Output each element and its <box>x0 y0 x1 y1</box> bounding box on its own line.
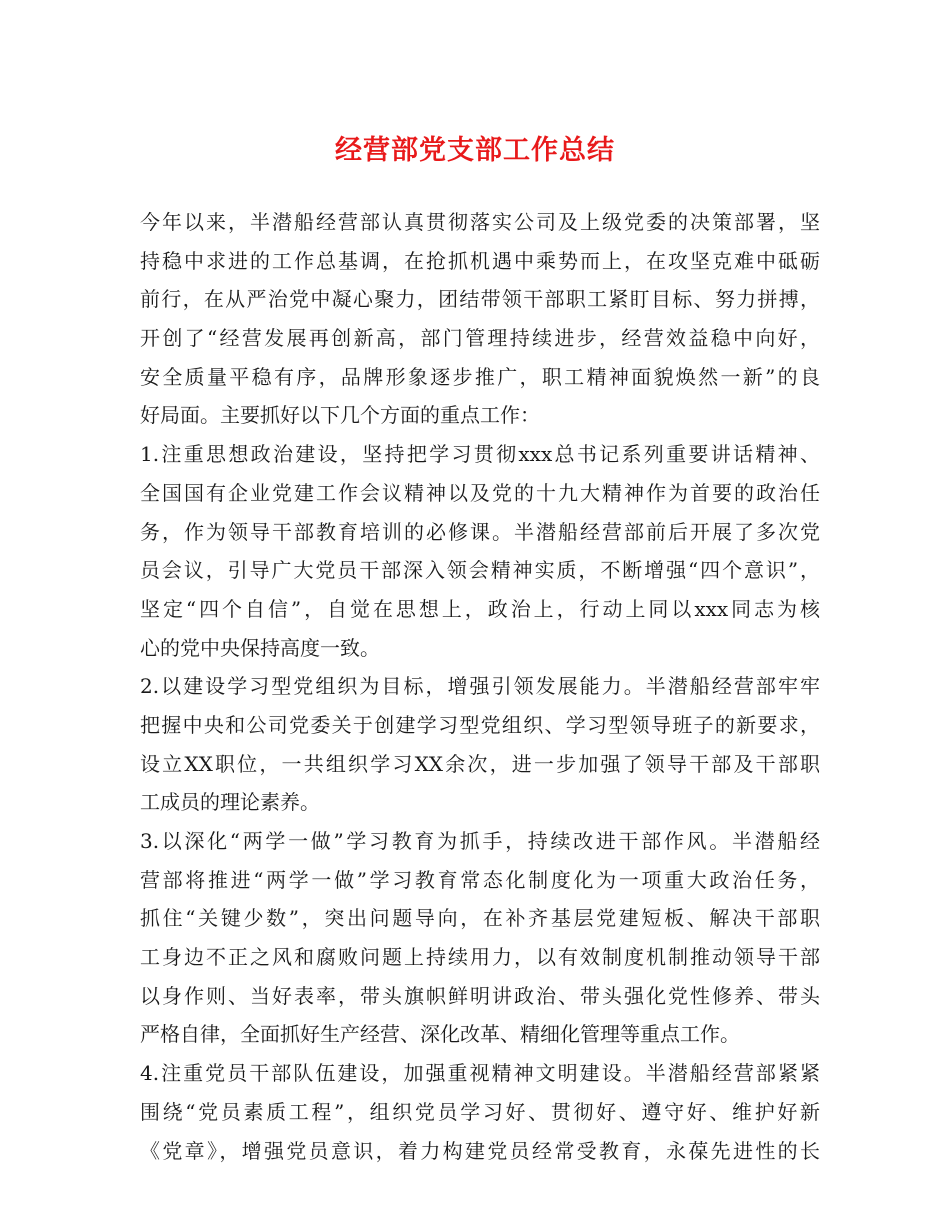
body-line: 工成员的理论素养。 <box>140 790 320 815</box>
body-line: 员会议，引导广大党员干部深入领会精神实质，不断增强“四个意识”， <box>140 558 820 583</box>
body-line: 围绕“党员素质工程”，组织党员学习好、贯彻好、遵守好、维护好新 <box>140 1099 820 1124</box>
body-line: 3.以深化“两学一做”学习教育为抓手，持续改进干部作风。半潜船经 <box>140 829 820 853</box>
body-line: 把握中央和公司党委关于创建学习型党组织、学习型领导班子的新要求， <box>140 712 820 737</box>
body-line: 以身作则、当好表率，带头旗帜鲜明讲政治、带头强化党性修养、带头 <box>140 983 820 1008</box>
body-line: 《党章》，增强党员意识，着力构建党员经常受教育，永葆先进性的长 <box>140 1138 820 1163</box>
body-line: 1.注重思想政治建设，坚持把学习贯彻xxx总书记系列重要讲话精神、 <box>140 442 820 467</box>
body-line: 营部将推进“两学一做”学习教育常态化制度化为一项重大政治任务， <box>140 867 820 892</box>
body-line: 好局面。主要抓好以下几个方面的重点工作： <box>140 403 540 428</box>
body-line: 全国国有企业党建工作会议精神以及党的十九大精神作为首要的政治任 <box>140 480 820 505</box>
body-line: 严格自律，全面抓好生产经营、深化改革、精细化管理等重点工作。 <box>140 1022 740 1047</box>
body-line: 2.以建设学习型党组织为目标，增强引领发展能力。半潜船经营部牢牢 <box>140 674 820 699</box>
body-line: 安全质量平稳有序，品牌形象逐步推广，职工精神面貌焕然一新”的良 <box>140 364 820 389</box>
document-body <box>140 203 820 1170</box>
document-title: 经营部党支部工作总结 <box>335 135 615 166</box>
body-line: 设立XX职位，一共组织学习XX余次，进一步加强了领导干部及干部职 <box>140 751 820 776</box>
body-line: 抓住“关键少数”，突出问题导向，在补齐基层党建短板、解决干部职 <box>140 906 820 931</box>
body-line: 4.注重党员干部队伍建设，加强重视精神文明建设。半潜船经营部紧紧 <box>140 1061 820 1086</box>
body-line: 前行，在从严治党中凝心聚力，团结带领干部职工紧盯目标、努力拼搏， <box>140 287 820 312</box>
body-line: 开创了“经营发展再创新高，部门管理持续进步，经营效益稳中向好， <box>140 326 820 351</box>
body-line: 工身边不正之风和腐败问题上持续用力，以有效制度机制推动领导干部 <box>140 945 820 970</box>
body-line: 心的党中央保持高度一致。 <box>140 635 380 660</box>
body-line: 坚定“四个自信”，自觉在思想上，政治上，行动上同以xxx同志为核 <box>140 596 820 621</box>
body-line: 持稳中求进的工作总基调，在抢抓机遇中乘势而上，在攻坚克难中砥砺 <box>140 248 820 273</box>
body-line: 今年以来，半潜船经营部认真贯彻落实公司及上级党委的决策部署，坚 <box>140 210 820 234</box>
body-line: 务，作为领导干部教育培训的必修课。半潜船经营部前后开展了多次党 <box>140 519 820 544</box>
